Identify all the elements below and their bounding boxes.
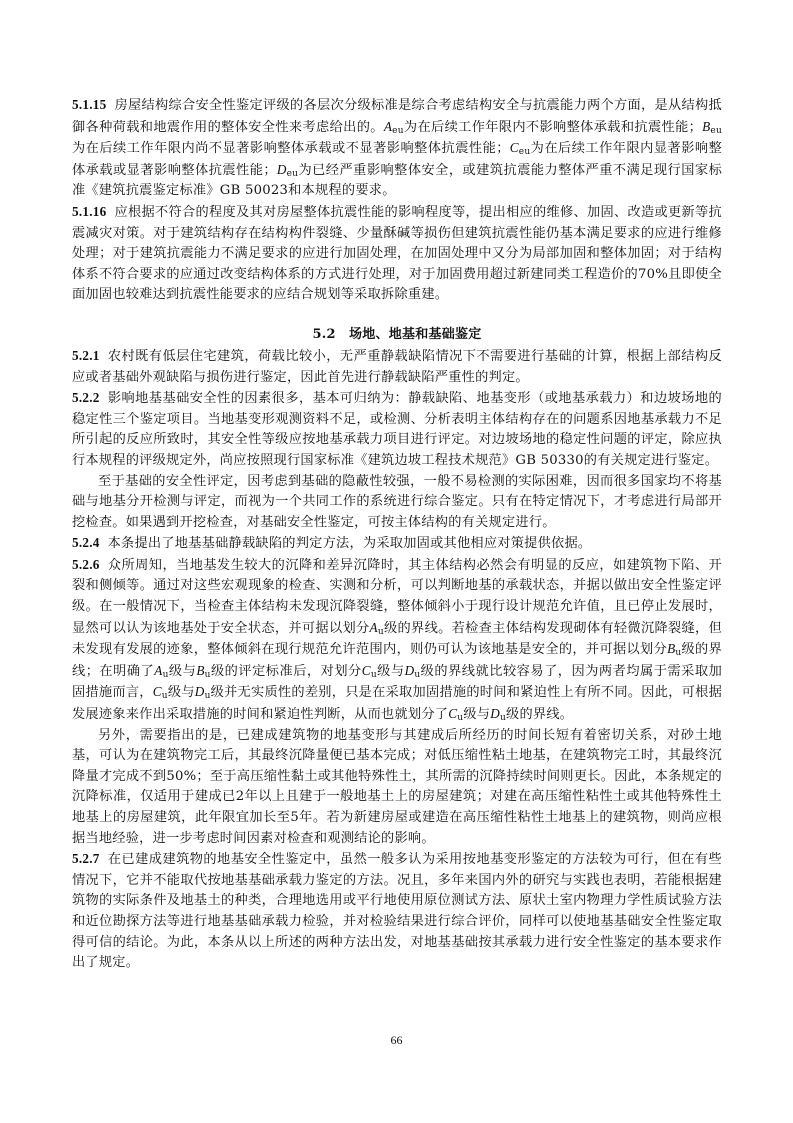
paragraph-5-2-4: 5.2.4 本条提出了地基基础静载缺陷的判定方法，为采取加固或其他相应对策提供依据。 (72, 535, 592, 552)
clause-number: 5.2.6 (72, 556, 100, 572)
clause-number: 5.2.4 (72, 535, 100, 551)
paragraph-5-2-7: 5.2.7 在已建成建筑物的地基安全性鉴定中，虽然一般多认为采用按地基变形鉴定的方法较为可行，但在有些情况下，它并不能取代按地基基础承载力鉴定的方法。况且，多年来国内外的研究与实践也表明，若能根据建筑物的实际条件及地基土的种类，合理地选用或平行地使用原位测试方法、原状土室内物理力学性质试验方法和近位勘探方法等进行地基基础承载力检验，并对检验结果进行综合评价，同样可以使地基基础安全性鉴定取得可信的结论。为此，本条从以上所述的两种方法出发，对地基基础按其承载力进行安全性鉴定的基本要求作出了规定。 (72, 851, 722, 971)
clause-number: 5.1.16 (72, 203, 107, 219)
clause-number: 5.2.1 (72, 347, 100, 363)
paragraph-5-1-16: 5.1.16 应根据不符合的程度及其对房屋整体抗震性能的影响程度等，提出相应的维修、加固、改造或更新等抗震减灾对策。对于建筑结构存在结构构件裂缝、少量酥碱等损伤但建筑抗震性能仍基本满足要求的应进行维修处理；对于建筑抗震能力不满足要求的应进行加固处理，在加固处理中又分为局部加固和整体加固；对于结构体系不符合要求的应通过改变结构体系的方式进行处理，对于加固费用超过新建同类工程造价的70%且即使全面加固也较难达到抗震性能要求的应结合规划等采取拆除重建。 (72, 203, 722, 303)
page-number: 66 (390, 1033, 403, 1047)
paragraph-5-2-2: 5.2.2 影响地基基础安全性的因素很多，基本可归纳为：静载缺陷、地基变形（或地基承载力）和边坡场地的稳定性三个鉴定项目。当地基变形观测资料不足，或检测、分析表明主体结构存在的问题系因地基承载力不足所引起的反应所致时，其安全性等级应按地基承载力项目进行评定。对边坡场地的稳定性问题的评定，除应执行本规程的评级规定外，尚应按照现行国家标准《建筑边坡工程技术规范》GB 50330的有关规定进行鉴定。 (72, 390, 722, 468)
section-title: 5.2 场地、地基和基础鉴定 (312, 326, 482, 342)
clause-number: 5.2.2 (72, 390, 100, 406)
clause-number: 5.2.7 (72, 851, 100, 867)
paragraph-5-2-6-cont: 另外，需要指出的是，已建成建筑物的地基变形与其建成后所经历的时间长短有着密切关系，对砂土地基，可认为在建筑物完工后，其最终沉降量便已基本完成；对低压缩性粘土地基，在建筑物完工时，其最终沉降量才完成不到50%；至于高压缩性黏土或其他特殊性土，其所需的沉降持续时间则更长。因此，本条规定的沉降标准，仅适用于建成已2年以上且建于一般地基土上的房屋建筑；对建在高压缩性粘性土或其他特殊性土地基上的房屋建筑，此年限宜加长至5年。若为新建房屋或建造在高压缩性粘性土地基上的建筑物，则尚应根据当地经验，进一步考虑时间因素对检查和观测结论的影响。 (72, 727, 722, 846)
paragraph-5-1-15: 5.1.15 房屋结构综合安全性鉴定评级的各层次分级标准是综合考虑结构安全与抗震能力两个方面，是从结构抵御各种荷载和地震作用的整体安全性来考虑给出的。$A_{eu}$为在后续工作年限内不影响整体承载和抗震性能；$B_{eu}$为在后续工作年限内尚不显著影响整体承载或不显著影响整体抗震性能；$C_{eu}$为在后续工作年限内显著影响整体承载或显著影响整体抗震性能；$D_{eu}$为已经严重影响整体安全，或建筑抗震能力整体严重不满足现行国家标准《建筑抗震鉴定标准》GB 50023和本规程的要求。 (72, 97, 723, 199)
clause-number: 5.1.15 (72, 97, 107, 112)
paragraph-5-2-1: 5.2.1 农村既有低层住宅建筑，荷载比较小，无严重静载缺陷情况下不需要进行基础的计算，根据上部结构反应或者基础外观缺陷与损伤进行鉴定，因此首先进行静载缺陷严重性的判定。 (72, 347, 722, 385)
document-body (72, 95, 722, 974)
paragraph-5-2-6: 5.2.6 众所周知，当地基发生较大的沉降和差异沉降时，其主体结构必然会有明显的反应，如建筑物下陷、开裂和侧倾等。通过对这些宏观现象的检查、实测和分析，可以判断地基的承载状态，并据以做出安全性鉴定评级。在一般情况下，当检查主体结构未发现沉降裂缝，整体倾斜小于现行设计规范允许值，且已停止发展时，显然可以认为该地基处于安全状态，并可据以划分$A_u$级的界线。若检查主体结构发现砌体有轻微沉降裂缝，但未发现有发展的迹象，整体倾斜在现行规范允许范围内，则仍可认为该地基是安全的，并可据以划分$B_u$级的界线；在明确了$A_u$级与$B_u$级的评定标准后，对划分$C_u$级与$D_u$级的界线就比较容易了，因为两者均属于需采取加固措施而言，$C_u$级与$D_u$级并无实质性的差别，只是在采取加固措施的时间和紧迫性上有所不同。因此，可根据发展迹象来作出采取措施的时间和紧迫性判断，从而也就划分了$C_u$级与$D_u$级的界线。 (72, 556, 723, 724)
paragraph-5-2-2-cont: 至于基础的安全性评定，因考虑到基础的隐蔽性较强，一般不易检测的实际困难，因而很多国家均不将基础与地基分开检测与评定，而视为一个共同工作的系统进行综合鉴定。只有在特定情况下，才考虑进行局部开挖检查。如果遇到开挖检查，对基础安全性鉴定，可按主体结构的有关规定进行。 (72, 473, 722, 530)
